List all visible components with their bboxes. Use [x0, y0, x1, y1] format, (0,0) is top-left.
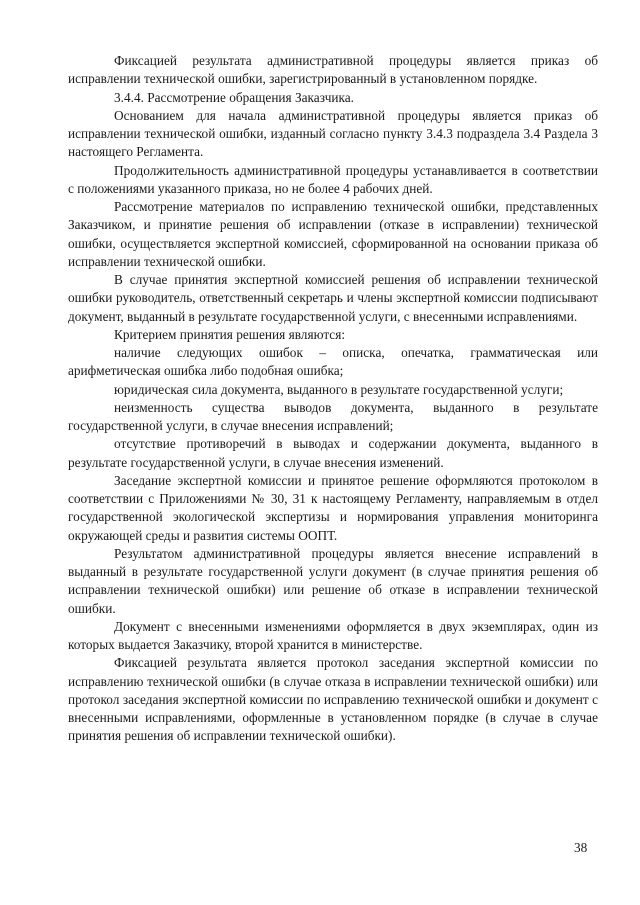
list-item-error-types: наличие следующих ошибок – описка, опечатка, грамматическая или арифметическая ошибка либо подобная ошибка; [68, 345, 598, 379]
body-text [68, 52, 598, 746]
paragraph-duration: Продолжительность административной процедуры устанавливается в соответствии с положениями указанного приказа, но не более 4 рабочих дней. [68, 162, 598, 196]
list-item-conclusions-unchanged: неизменность существа выводов документа, выданного в результате государственной услуги, в случае внесения исправлений; [68, 399, 598, 433]
paragraph-result-fixation-order: Фиксацией результата административной процедуры является приказ об исправлении технической ошибки, зарегистрированный в установленном порядке. [68, 53, 598, 87]
list-item-no-contradictions: отсутствие противоречий в выводах и содержании документа, выданного в результате государственной услуги, в случае внесения изменений. [68, 436, 598, 470]
page-number: 38 [574, 840, 588, 855]
section-heading-3-4-4: 3.4.4. Рассмотрение обращения Заказчика. [114, 89, 354, 105]
paragraph-result-fixation-protocol: Фиксацией результата является протокол заседания экспертной комиссии по исправлению технической ошибки (в случае отказа в исправлении технической ошибки) или протокол заседания экспертной комиссии по исправлению технической ошибки и документ с внесенными исправлениями, оформленные в установленном порядке (в случае в случае принятия решения об исправлении технической ошибки). [68, 655, 598, 744]
paragraph-two-copies: Документ с внесенными изменениями оформляется в двух экземплярах, один из которых выдается Заказчику, второй хранится в министерстве. [68, 618, 598, 652]
paragraph-criteria-intro: Критерием принятия решения являются: [114, 326, 346, 342]
paragraph-procedure-result: Результатом административной процедуры является внесение исправлений в выданный в результате государственной услуги документ (в случае принятия решения об исправлении технической ошибки) или решение об отказе в исправлении технической ошибки. [68, 545, 598, 616]
paragraph-commission-signing: В случае принятия экспертной комиссией решения об исправлении технической ошибки руководитель, ответственный секретарь и члены экспертной комиссии подписывают документ, выданный в результате государственной услуги, с внесенными исправлениями. [68, 272, 598, 324]
list-item-legal-force: юридическая сила документа, выданного в результате государственной услуги; [114, 381, 564, 397]
paragraph-meeting-protocol: Заседание экспертной комиссии и принятое решение оформляются протоколом в соответствии с Приложениями № 30, 31 к настоящему Регламенту, направляемым в отдел государственной экологической экспертизы и нормирования управления мониторинга окружающей среды и развития системы ООПТ. [68, 472, 598, 543]
paragraph-procedure-basis: Основанием для начала административной процедуры является приказ об исправлении технической ошибки, изданный согласно пункту 3.4.3 подраздела 3.4 Раздела 3 настоящего Регламента. [68, 107, 598, 160]
paragraph-commission-review: Рассмотрение материалов по исправлению технической ошибки, представленных Заказчиком, и принятие решения об исправлении (отказе в исправлении) технической ошибки, осуществляется экспертной комиссией, сформированной на основании приказа об исправлении технической ошибки. [68, 199, 598, 269]
